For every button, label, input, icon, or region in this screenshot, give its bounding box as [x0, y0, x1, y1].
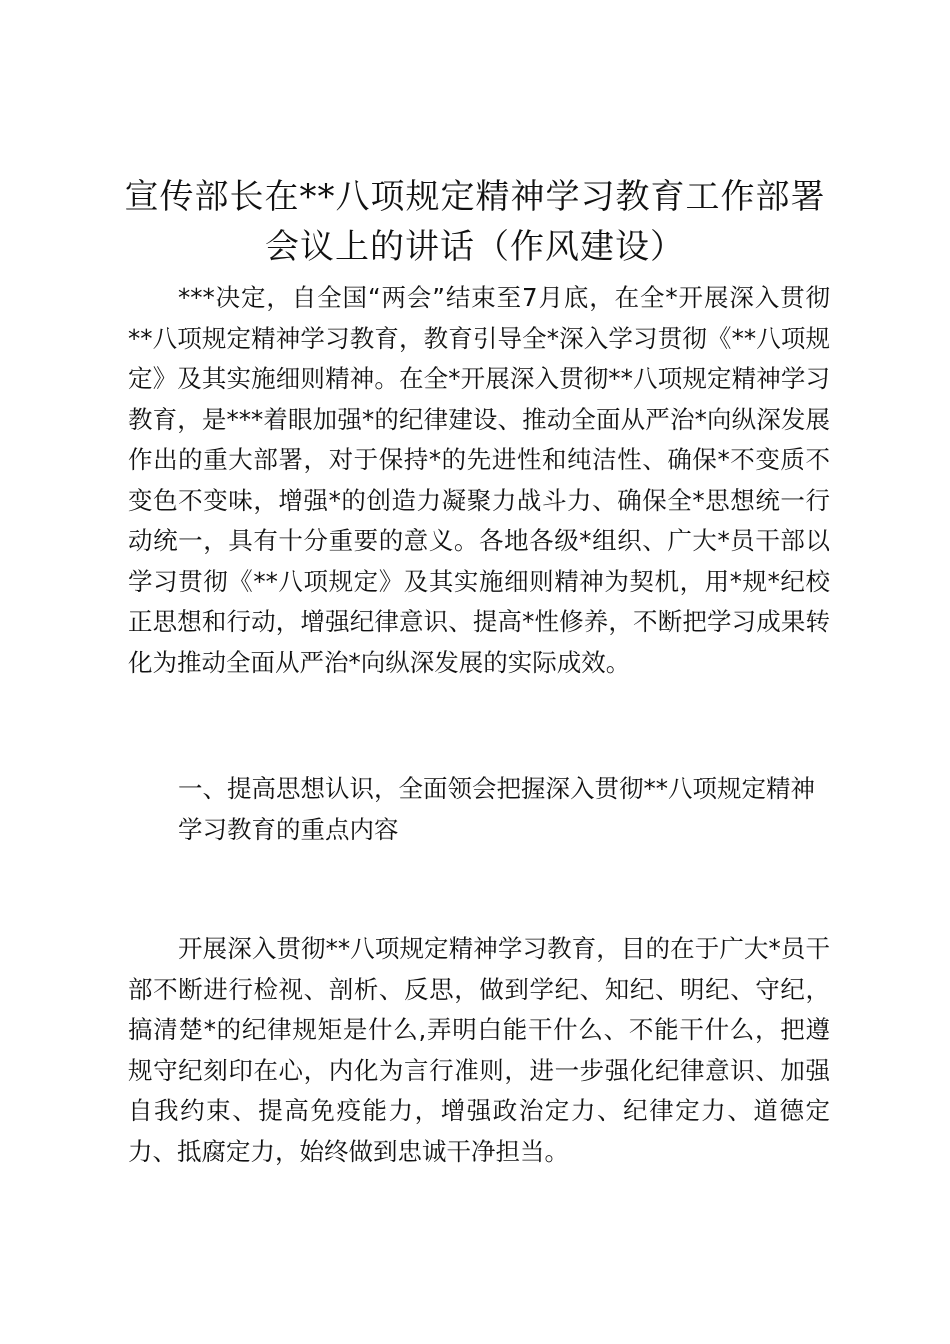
title-line-1: 宣传部长在**八项规定精神学习教育工作部署 — [124, 177, 826, 217]
title-line-2: 会议上的讲话（作风建设） — [265, 227, 685, 267]
section-paragraph: 开展深入贯彻**八项规定精神学习教育，目的在于广大*员干部不断进行检视、剖析、反思，做到学纪、知纪、明纪、守纪，搞清楚*的纪律规矩是什么,弄明白能干什么、不能干什么，把遵规守纪刻印在心，内化为言行准则，进一步强化纪律意识、加强自我约束、提高免疫能力，增强政治定力、纪律定力、道德定力、抵腐定力，始终做到忠诚干净担当。 — [128, 934, 830, 1166]
document-title — [100, 172, 850, 272]
intro-paragraph: ***决定，自全国“两会”结束至7月底，在全*开展深入贯彻**八项规定精神学习教育，教育引导全*深入学习贯彻《**八项规定》及其实施细则精神。在全*开展深入贯彻**八项规定精神学习教育，是***着眼加强*的纪律建设、推动全面从严治*向纵深发展作出的重大部署，对于保持*的先进性和纯洁性、确保*不变质不变色不变味，增强*的创造力凝聚力战斗力、确保全*思想统一行动统一，具有十分重要的意义。各地各级*组织、广大*员干部以学习贯彻《**八项规定》及其实施细则精神为契机，用*规*纪校正思想和行动，增强纪律意识、提高*性修养，不断把学习成果转化为推动全面从严治*向纵深发展的实际成效。 — [128, 283, 830, 677]
section-heading: 一、提高思想认识，全面领会把握深入贯彻**八项规定精神学习教育的重点内容 — [178, 774, 815, 844]
